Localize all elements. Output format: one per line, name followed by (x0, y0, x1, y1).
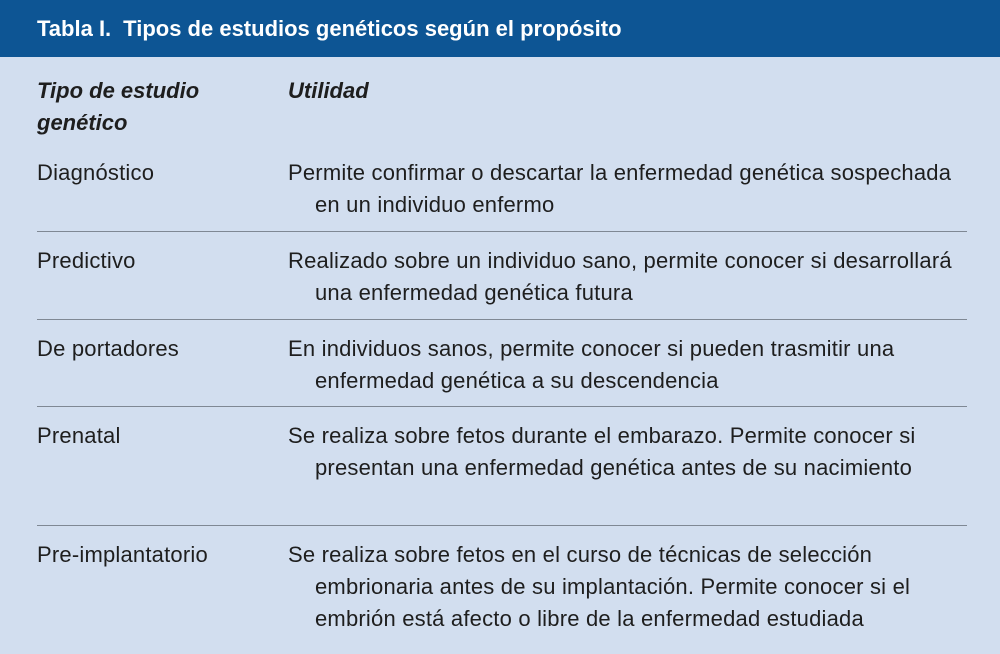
row-divider (37, 525, 967, 526)
row-type: Prenatal (37, 423, 121, 448)
row-utility: Realizado sobre un individuo sano, permite conocer si desarrollará una enfermedad genética futura (288, 248, 952, 305)
header-utility: Utilidad (288, 78, 369, 103)
table-label: Tabla I. (37, 15, 112, 41)
header-type-of-study: Tipo de estudio genético (37, 78, 200, 135)
row-type: Diagnóstico (37, 160, 155, 185)
row-divider (37, 406, 967, 407)
row-type: Predictivo (37, 248, 136, 273)
row-utility: En individuos sanos, permite conocer si pueden trasmitir una enfermedad genética a su descendencia (288, 336, 895, 393)
row-utility: Se realiza sobre fetos durante el embarazo. Permite conocer si presentan una enfermedad genética antes de su nacimiento (288, 423, 916, 480)
table-title: Tipos de estudios genéticos según el propósito (123, 15, 622, 41)
row-utility: Se realiza sobre fetos en el curso de técnicas de selección embrionaria antes de su implantación. Permite conocer si el embrión está afecto o libre de la enfermedad estudiada (288, 542, 911, 631)
row-divider (37, 319, 967, 320)
row-utility: Permite confirmar o descartar la enfermedad genética sospechada en un individuo enfermo (288, 160, 952, 217)
row-type: Pre-implantatorio (37, 542, 208, 567)
row-divider (37, 231, 967, 232)
row-type: De portadores (37, 336, 180, 361)
table-title-bar (0, 0, 1000, 57)
